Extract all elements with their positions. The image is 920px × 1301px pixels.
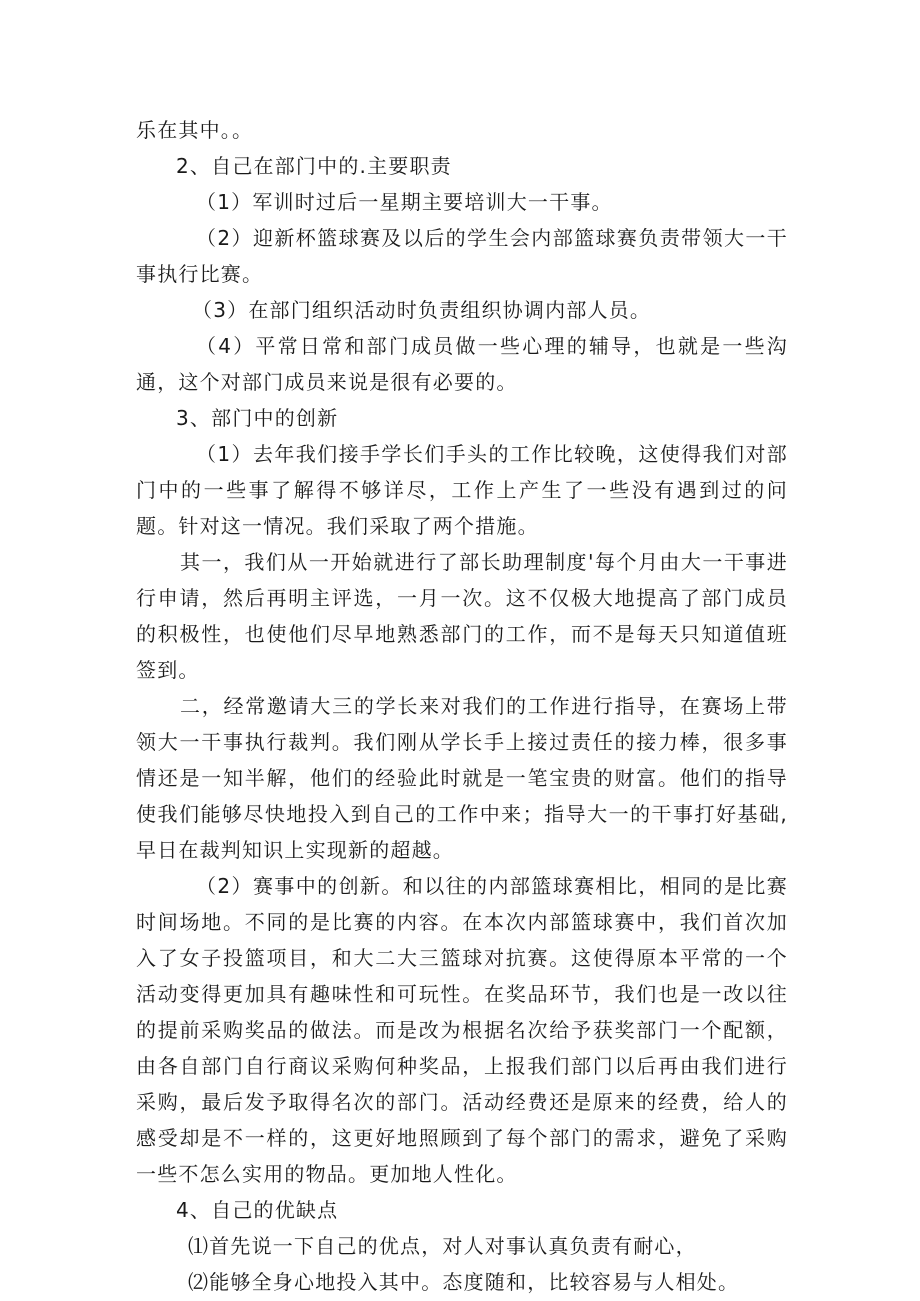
responsibility-item-1: （1）军训时过后一星期主要培训大一干事。	[196, 190, 613, 214]
innovation-item-2: （2）赛事中的创新。和以往的内部篮球赛相比，相同的是比赛时间场地。不同的是比赛的内容。在本次内部篮球赛中，我们首次加入了女子投篮项目，和大二大三篮球对抗赛。这使得原本平常的一个活动变得更加具有趣味性和可玩性。在奖品环节，我们也是一改以往的提前采购奖品的做法。而是改为根据名次给予获奖部门一个配额，由各自部门自行商议采购何种奖品，上报我们部门以后再由我们进行采购，最后发予取得名次的部门。活动经费还是原来的经费，给人的感受却是不一样的，这更好地照顾到了每个部门的需求，避免了采购一些不怎么实用的物品。更加地人性化。	[136, 874, 788, 1186]
innovation-item-1: （1）去年我们接手学长们手头的工作比较晚，这使得我们对部门中的一些事了解得不够详尽，工作上产生了一些没有遇到过的问题。针对这一情况。我们采取了两个措施。	[136, 442, 788, 538]
innovation-measure-2: 二，经常邀请大三的学长来对我们的工作进行指导，在赛场上带领大一干事执行裁判。我们刚从学长手上接过责任的接力棒，很多事情还是一知半解，他们的经验此时就是一笔宝贵的财富。他们的指导使我们能够尽快地投入到自己的工作中来；指导大一的干事打好基础,早日在裁判知识上实现新的超越。	[136, 694, 788, 862]
responsibility-item-3: （3）在部门组织活动时负责组织协调内部人员。	[192, 298, 652, 322]
strength-item-2: ⑵能够全身心地投入其中。态度随和，比较容易与人相处。	[188, 1270, 740, 1294]
responsibility-item-2: （2）迎新杯篮球赛及以后的学生会内部篮球赛负责带领大一干事执行比赛。	[136, 226, 788, 286]
section-heading-responsibilities: 2、自己在部门中的.主要职责	[176, 154, 452, 178]
paragraph-continuation: 乐在其中。。	[136, 118, 254, 142]
section-heading-innovation: 3、部门中的创新	[176, 406, 339, 430]
document-body	[136, 112, 788, 1300]
responsibility-item-4: （4）平常日常和部门成员做一些心理的辅导，也就是一些沟通，这个对部门成员来说是很有必要的。	[136, 334, 788, 394]
strength-item-1: ⑴首先说一下自己的优点，对人对事认真负责有耐心，	[188, 1234, 697, 1258]
innovation-measure-1: 其一，我们从一开始就进行了部长助理制度'每个月由大一干事进行申请，然后再明主评选，一月一次。这不仅极大地提高了部门成员的积极性，也使他们尽早地熟悉部门的工作，而不是每天只知道值班签到。	[136, 550, 788, 682]
section-heading-strengths: 4、自己的优缺点	[176, 1198, 339, 1222]
